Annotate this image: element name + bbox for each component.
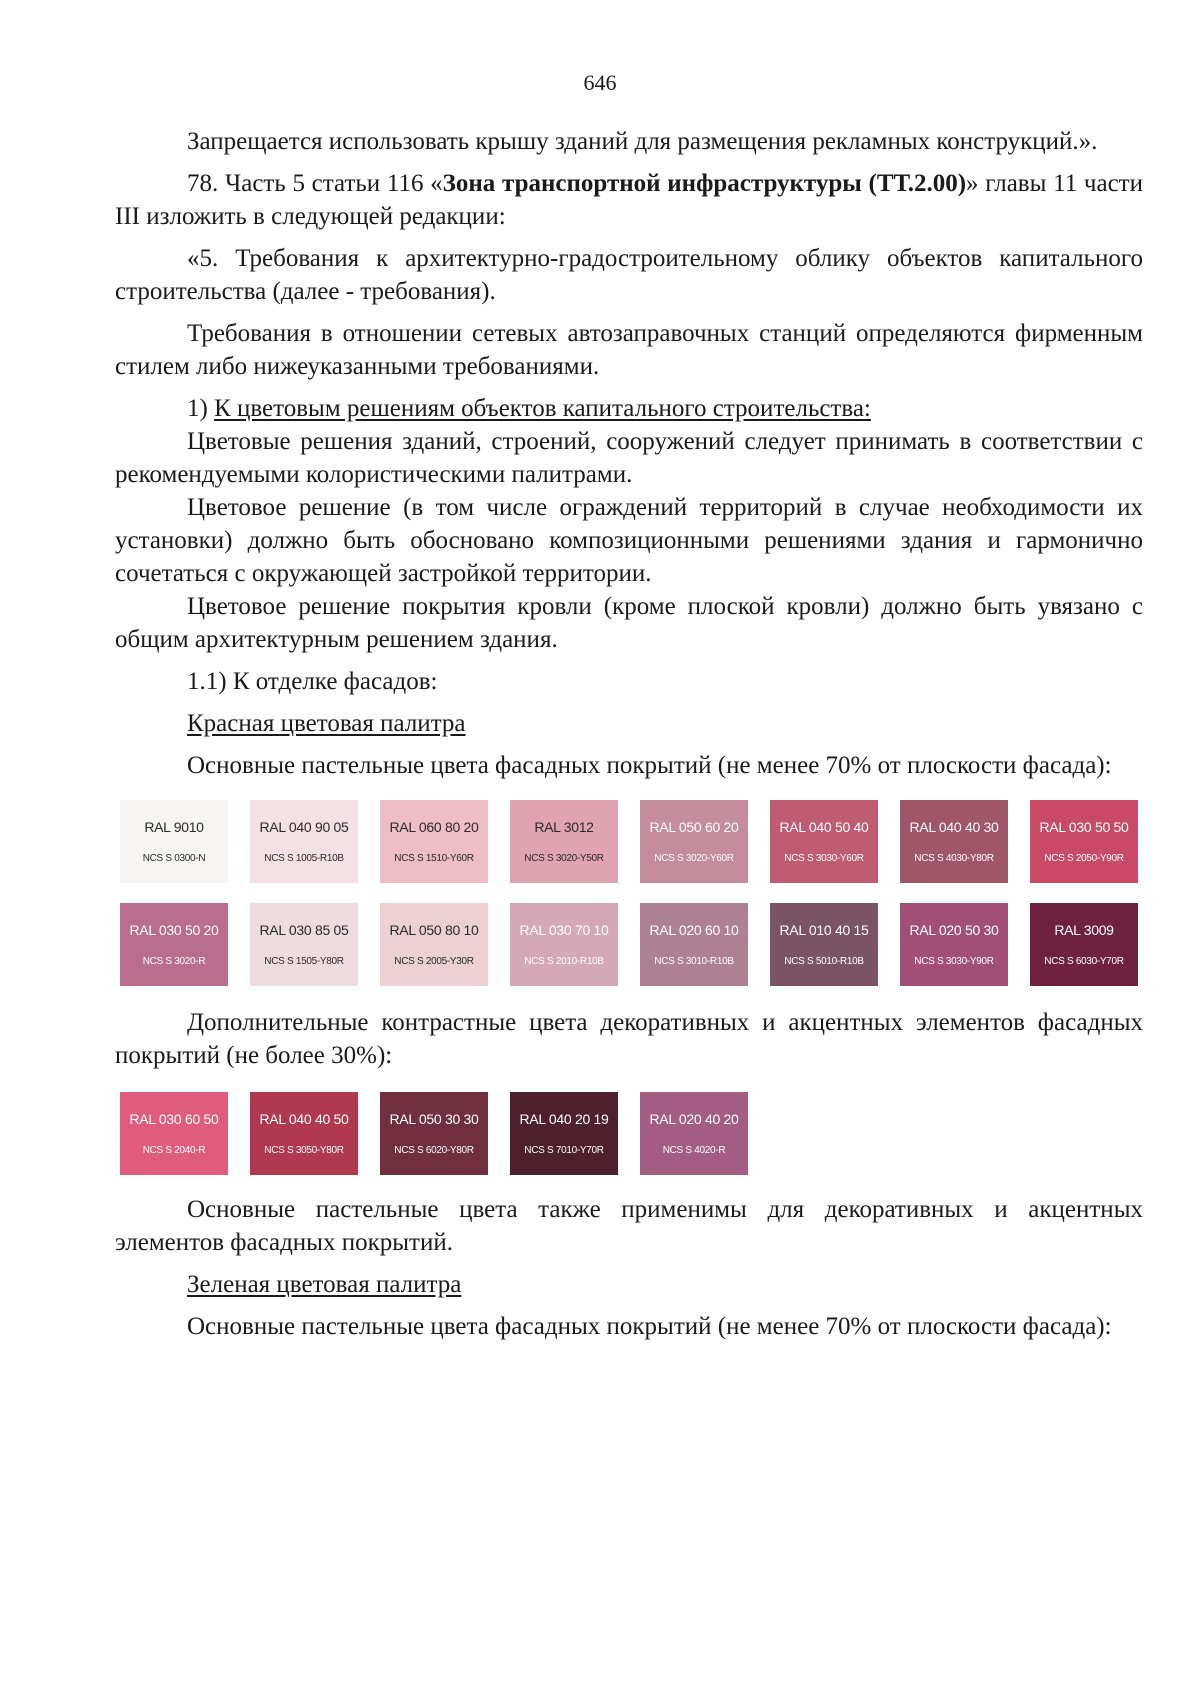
item-number: 1) (187, 395, 215, 422)
color-swatch (770, 800, 878, 883)
color-swatch (250, 800, 358, 883)
swatch-ral-code: RAL 020 60 10 (649, 921, 739, 938)
swatch-ncs-code: NCS S 4020-R (662, 1144, 726, 1156)
swatch-ncs-code: NCS S 3050-Y80R (264, 1144, 344, 1156)
swatch-ral-code: RAL 050 80 10 (389, 921, 479, 938)
zone-name: Зона транспортной инфраструктуры (ТТ.2.00) (442, 170, 967, 197)
color-swatch (1030, 800, 1138, 883)
color-swatch (510, 903, 618, 986)
document-body (115, 125, 1143, 1343)
swatch-ral-code: RAL 040 40 50 (259, 1110, 349, 1127)
swatch-ncs-code: NCS S 3020-Y50R (524, 852, 604, 864)
swatch-ral-code: RAL 030 50 20 (129, 921, 219, 938)
color-swatch (900, 800, 1008, 883)
swatch-ral-code: RAL 040 50 40 (779, 818, 869, 835)
color-swatch (120, 800, 228, 883)
swatch-ncs-code: NCS S 0300-N (142, 852, 206, 864)
paragraph-color-solutions-heading (115, 392, 1143, 425)
color-swatch (380, 903, 488, 986)
color-swatch (510, 800, 618, 883)
swatch-ral-code: RAL 050 30 30 (389, 1110, 479, 1127)
swatch-ncs-code: NCS S 4030-Y80R (914, 852, 994, 864)
paragraph-ban-roof-ads: Запрещается использовать крышу зданий для размещения рекламных конструкций.». (187, 128, 1098, 155)
paragraph-color-palettes: Цветовые решения зданий, строений, сооружений следует принимать в соответствии с рекомендуемыми колористическими палитрами. (115, 428, 1143, 488)
accent-color-swatch (120, 1092, 228, 1175)
red-accent-swatch-grid (120, 1092, 1143, 1175)
amendment-text-start: 78. Часть 5 статьи 116 « (187, 170, 443, 197)
swatch-ral-code: RAL 040 20 19 (519, 1110, 609, 1127)
swatch-ral-code: RAL 010 40 15 (779, 921, 869, 938)
swatch-ral-code: RAL 3009 (1054, 921, 1114, 938)
swatch-ncs-code: NCS S 3020-Y60R (654, 852, 734, 864)
swatch-ncs-code: NCS S 6020-Y80R (394, 1144, 474, 1156)
red-main-swatch-grid (120, 800, 1143, 986)
paragraph-requirements-title: «5. Требования к архитектурно-градостроительному облику объектов капитального строительства (далее - требования). (115, 245, 1143, 305)
swatch-ral-code: RAL 9010 (144, 818, 204, 835)
swatch-ncs-code: NCS S 3010-R10B (654, 955, 734, 967)
swatch-ncs-code: NCS S 6030-Y70R (1044, 955, 1124, 967)
accent-color-swatch (640, 1092, 748, 1175)
swatch-ral-code: RAL 060 80 20 (389, 818, 479, 835)
swatch-ncs-code: NCS S 7010-Y70R (524, 1144, 604, 1156)
amendment-text-end: » главы 11 части III изложить в следующей редакции: (115, 170, 1143, 230)
red-palette-note: Основные пастельные цвета также применимы для декоративных и акцентных элементов фасадных покрытий. (115, 1196, 1143, 1256)
swatch-ncs-code: NCS S 1510-Y60R (394, 852, 474, 864)
swatch-ral-code: RAL 030 50 50 (1039, 818, 1129, 835)
color-swatch (380, 800, 488, 883)
swatch-ncs-code: NCS S 1505-Y80R (264, 955, 344, 967)
red-palette-heading (115, 707, 1143, 740)
swatch-ral-code: RAL 020 40 20 (649, 1110, 739, 1127)
color-swatch (900, 903, 1008, 986)
swatch-ncs-code: NCS S 2005-Y30R (394, 955, 474, 967)
swatch-ncs-code: NCS S 3030-Y90R (914, 955, 994, 967)
accent-color-swatch (380, 1092, 488, 1175)
swatch-ncs-code: NCS S 2040-R (142, 1144, 206, 1156)
swatch-ral-code: RAL 050 60 20 (649, 818, 739, 835)
color-swatch (640, 800, 748, 883)
swatch-ncs-code: NCS S 1005-R10B (264, 852, 344, 864)
swatch-ral-code: RAL 030 60 50 (129, 1110, 219, 1127)
swatch-ral-code: RAL 030 85 05 (259, 921, 349, 938)
color-swatch (770, 903, 878, 986)
swatch-ral-code: RAL 020 50 30 (909, 921, 999, 938)
color-solutions-heading: К цветовым решениям объектов капитального строительства: (214, 395, 871, 422)
paragraph-roof-color: Цветовое решение покрытия кровли (кроме плоской кровли) должно быть увязано с общим архитектурным решением здания. (115, 593, 1143, 653)
swatch-ncs-code: NCS S 2050-Y90R (1044, 852, 1124, 864)
swatch-ral-code: RAL 040 90 05 (259, 818, 349, 835)
paragraph-color-justification: Цветовое решение (в том числе ограждений территорий в случае необходимости их установки) должно быть обосновано композиционными решениями здания и гармонично сочетаться с окружающей застройкой территории. (115, 494, 1143, 587)
accent-color-swatch (250, 1092, 358, 1175)
green-main-intro: Основные пастельные цвета фасадных покрытий (не менее 70% от плоскости фасада): (187, 1313, 1112, 1340)
red-accent-intro: Дополнительные контрастные цвета декоративных и акцентных элементов фасадных покрытий (не более 30%): (115, 1009, 1143, 1069)
accent-color-swatch (510, 1092, 618, 1175)
swatch-ncs-code: NCS S 3030-Y60R (784, 852, 864, 864)
red-palette-heading-text: Красная цветовая палитра (187, 710, 466, 737)
color-swatch (120, 903, 228, 986)
swatch-ncs-code: NCS S 3020-R (142, 955, 206, 967)
swatch-ral-code: RAL 3012 (534, 818, 594, 835)
paragraph-gas-stations: Требования в отношении сетевых автозаправочных станций определяются фирменным стилем либо нижеуказанными требованиями. (115, 320, 1143, 380)
page-number: 646 (583, 70, 617, 95)
swatch-ral-code: RAL 030 70 10 (519, 921, 609, 938)
swatch-ncs-code: NCS S 5010-R10B (784, 955, 864, 967)
color-swatch (250, 903, 358, 986)
swatch-ncs-code: NCS S 2010-R10B (524, 955, 604, 967)
swatch-ral-code: RAL 040 40 30 (909, 818, 999, 835)
red-main-intro: Основные пастельные цвета фасадных покрытий (не менее 70% от плоскости фасада): (187, 752, 1112, 779)
color-swatch (1030, 903, 1138, 986)
green-palette-heading-text: Зеленая цветовая палитра (187, 1271, 462, 1298)
green-palette-heading (115, 1268, 1143, 1301)
paragraph-amendment-78 (115, 167, 1143, 233)
color-swatch (640, 903, 748, 986)
paragraph-facade-finish: 1.1) К отделке фасадов: (187, 668, 438, 695)
